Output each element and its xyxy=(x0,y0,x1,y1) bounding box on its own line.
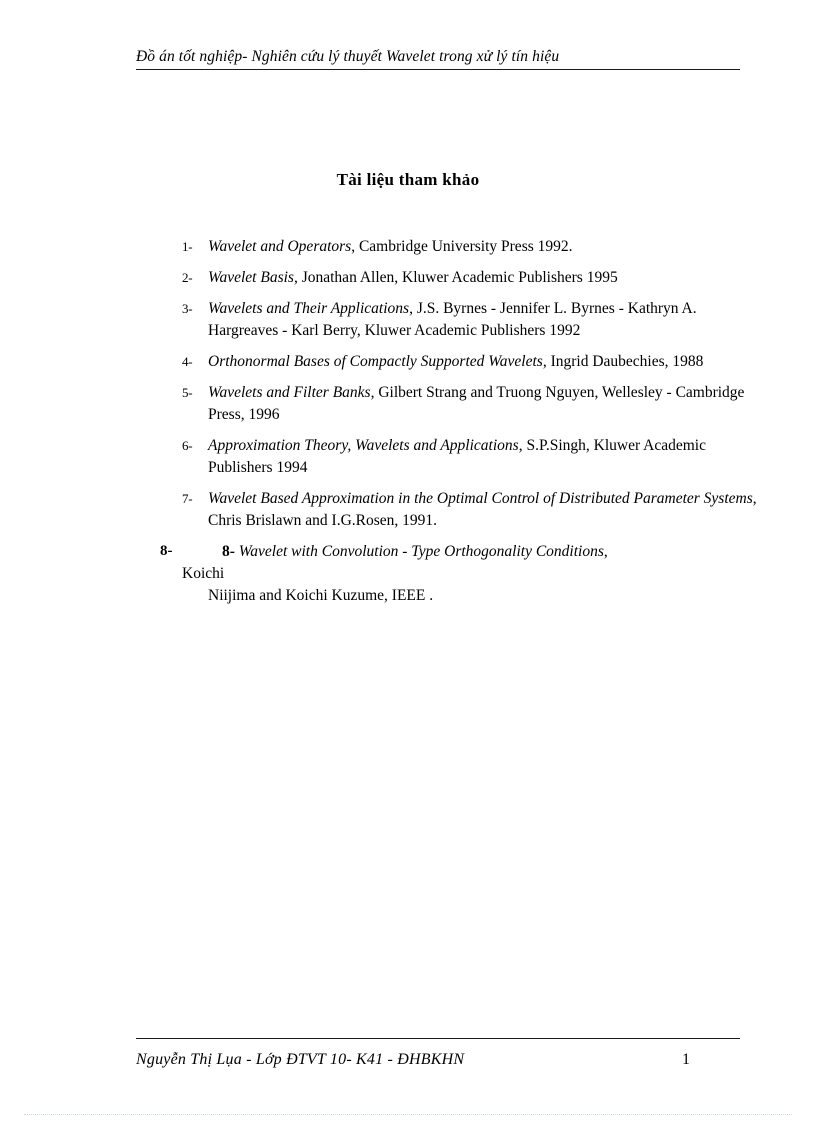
page-header xyxy=(136,48,740,70)
footer-author-text: Nguyễn Thị Lụa - Lớp ĐTVT 10- K41 - ĐHBKHN xyxy=(136,1051,465,1068)
list-item-number: 6- xyxy=(182,438,193,453)
footer-divider xyxy=(136,1038,740,1039)
header-divider xyxy=(136,69,740,70)
list-item-body xyxy=(208,382,770,426)
list-item-number: 2- xyxy=(182,270,193,285)
reference-details: , Cambridge University Press 1992. xyxy=(351,238,573,255)
list-item-number: 7- xyxy=(182,491,193,506)
reference-title: Wavelet with Convolution - Type Orthogonality Conditions xyxy=(238,543,604,560)
list-item xyxy=(150,435,770,479)
list-item xyxy=(150,382,770,426)
list-item-inline-number: 8- xyxy=(222,543,235,560)
reference-title: Wavelet Based Approximation in the Optimal Control of Distributed Parameter Systems xyxy=(208,490,753,507)
page-footer xyxy=(136,1038,740,1075)
list-item-number: 5- xyxy=(182,385,193,400)
scan-edge-artifact xyxy=(24,1114,792,1116)
reference-details: , J.S. Byrnes - Jennifer L. Byrnes - Kathryn A. Hargreaves - Karl Berry, Kluwer Academic Publishers 1992 xyxy=(208,300,697,339)
list-item xyxy=(150,236,770,258)
list-item xyxy=(150,267,770,289)
reference-title: Orthonormal Bases of Compactly Supported Wavelets xyxy=(208,353,543,370)
list-item-body xyxy=(208,351,770,373)
reference-list xyxy=(150,236,770,616)
list-item-number: 1- xyxy=(182,239,193,254)
reference-details: , S.P.Singh, Kluwer Academic Publishers 1994 xyxy=(208,437,706,476)
reference-title: Approximation Theory, Wavelets and Applications xyxy=(208,437,519,454)
list-item-body xyxy=(208,488,770,532)
running-header-title: Đồ án tốt nghiệp- Nghiên cứu lý thuyết Wavelet trong xử lý tín hiệu xyxy=(136,48,560,65)
reference-author-line-1: Koichi xyxy=(182,565,225,582)
list-item-body xyxy=(208,298,770,342)
reference-title: Wavelets and Filter Banks xyxy=(208,384,371,401)
footer-row xyxy=(136,1051,740,1075)
list-item-body xyxy=(208,267,770,289)
list-item xyxy=(150,298,770,342)
reference-details: , Ingrid Daubechies, 1988 xyxy=(542,353,704,370)
reference-details: , xyxy=(603,543,608,560)
reference-title: Wavelet and Operators xyxy=(208,238,352,255)
list-item-body xyxy=(208,435,770,479)
reference-title: Wavelet Basis xyxy=(208,269,294,286)
list-item-body xyxy=(150,541,770,563)
reference-details: , Chris Brislawn and I.G.Rosen, 1991. xyxy=(208,490,757,529)
list-item xyxy=(150,541,770,607)
list-item-number: 8- xyxy=(160,543,173,559)
page-title: Tài liệu tham khảo xyxy=(336,170,480,189)
page-number: 1 xyxy=(682,1051,690,1068)
reference-title: Wavelets and Their Applications xyxy=(208,300,410,317)
list-item xyxy=(150,488,770,532)
list-item-number: 3- xyxy=(182,301,193,316)
list-item-number: 4- xyxy=(182,354,193,369)
reference-author-line-2: Niijima and Koichi Kuzume, IEEE . xyxy=(208,587,434,604)
reference-details: , Jonathan Allen, Kluwer Academic Publishers 1995 xyxy=(293,269,618,286)
list-item-body xyxy=(208,236,770,258)
reference-details: , Gilbert Strang and Truong Nguyen, Wellesley - Cambridge Press, 1996 xyxy=(208,384,745,423)
list-item xyxy=(150,351,770,373)
